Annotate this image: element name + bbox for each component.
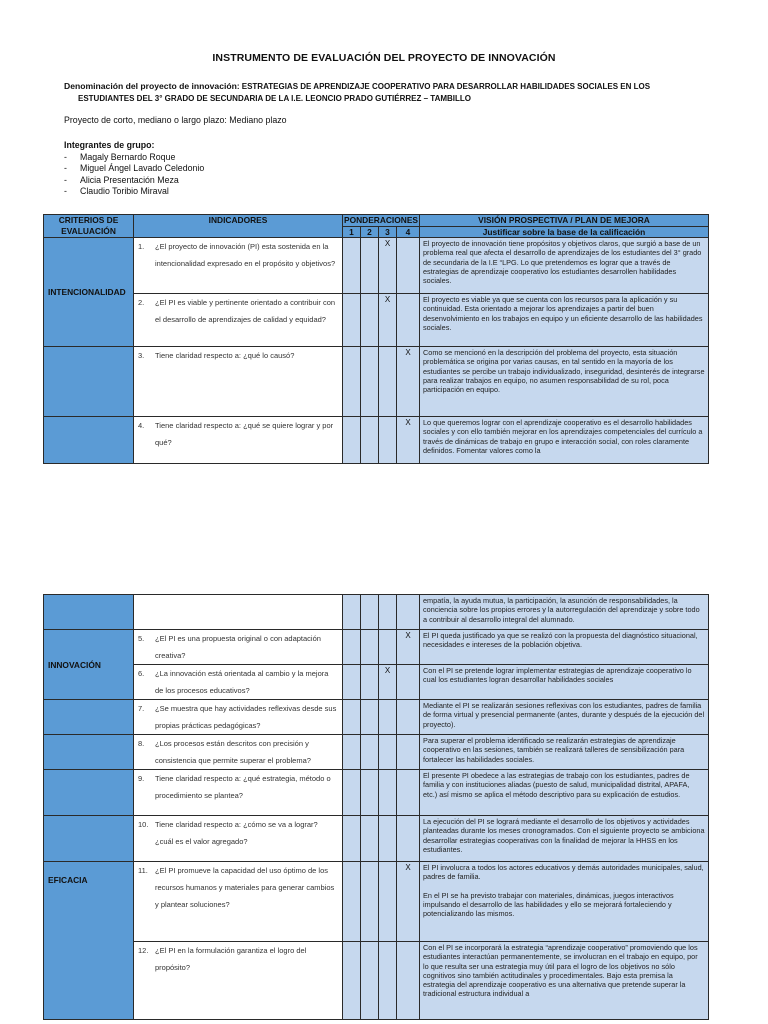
members-list <box>64 152 204 198</box>
members-title: Integrantes de grupo: <box>64 140 155 150</box>
score-4 <box>397 238 420 294</box>
indicator-number: 3. <box>138 351 145 360</box>
score-4: X <box>397 862 420 942</box>
indicator-text: Tiene claridad respecto a: ¿qué estrategia, método o procedimiento se plantea? <box>155 774 331 800</box>
header-vision: VISIÓN PROSPECTIVA / PLAN DE MEJORA <box>420 215 709 227</box>
criterion-innovacion: INNOVACIÓN <box>44 630 134 700</box>
score-3 <box>379 942 397 1020</box>
indicator-text: Tiene claridad respecto a: ¿qué lo causó? <box>155 351 295 360</box>
table-row <box>44 816 709 862</box>
indicator-text: ¿Los procesos están descritos con precisión y consistencia que permite superar el problema? <box>155 739 311 765</box>
score-3: X <box>379 238 397 294</box>
score-1 <box>343 700 361 735</box>
score-1 <box>343 417 361 464</box>
indicator-number: 9. <box>138 774 145 783</box>
indicator-number: 4. <box>138 421 145 430</box>
table-row <box>44 417 709 464</box>
score-1 <box>343 630 361 665</box>
vision-text: Con el PI se pretende lograr implementar estrategias de aprendizaje cooperativo lo cual los estudiantes logran desarrollar habilidades sociales <box>420 665 709 700</box>
evaluation-table-part1 <box>43 214 709 464</box>
indicator-number: 2. <box>138 298 145 307</box>
table-row <box>44 294 709 347</box>
header-ponderaciones: PONDERACIONES <box>344 215 418 225</box>
table-row <box>44 347 709 417</box>
header-justificar: Justificar sobre la base de la calificación <box>420 227 709 238</box>
vision-text: El proyecto de innovación tiene propósitos y objetivos claros, que surgió a base de un problema real que afecta el desarrollo de aprendizajes de los estudiantes del 3° grado de secundaria de la I.E “LPG. Lo que pretendemos es lograr que a través de estrategias de aprendizaje cooperativo los estudiantes desarrollen habilidades sociales. <box>420 238 709 294</box>
table-row <box>44 595 709 630</box>
score-3 <box>379 347 397 417</box>
score-4: X <box>397 630 420 665</box>
table-row <box>44 665 709 700</box>
score-4 <box>397 665 420 700</box>
header-criterios: CRITERIOS DE EVALUACIÓN <box>44 215 134 238</box>
indicator-number: 1. <box>138 242 145 251</box>
header-p2: 2 <box>361 227 379 238</box>
indicator-text: ¿El PI promueve la capacidad del uso óptimo de los recursos humanos y materiales para generar cambios y plantear soluciones? <box>155 866 335 909</box>
indicator-text: ¿La innovación está orientada al cambio y la mejora de los procesos educativos? <box>155 669 329 695</box>
indicator-text: Tiene claridad respecto a: ¿cómo se va a lograr? ¿cuál es el valor agregado? <box>155 820 318 846</box>
table-row <box>44 700 709 735</box>
score-4 <box>397 770 420 816</box>
indicator-text: ¿El PI es viable y pertinente orientado a contribuir con el desarrollo de aprendizajes de calidad y equidad? <box>155 298 336 324</box>
score-4: X <box>397 347 420 417</box>
score-3 <box>379 630 397 665</box>
denomination-label: Denominación del proyecto de innovación <box>64 81 237 91</box>
score-2 <box>361 700 379 735</box>
score-1 <box>343 294 361 347</box>
score-3: X <box>379 665 397 700</box>
indicator-number: 11. <box>138 866 148 875</box>
table-row <box>44 630 709 665</box>
table-row <box>44 735 709 770</box>
vision-text: Para superar el problema identificado se realizarán estrategias de aprendizaje cooperativo en las sesiones, también se realizará talleres de sensibilización para fortalecer las habilidades sociales. <box>420 735 709 770</box>
project-term: Proyecto de corto, mediano o largo plazo: Mediano plazo <box>64 115 287 125</box>
member-item: - Miguel Ángel Lavado Celedonio <box>64 163 204 174</box>
score-2 <box>361 294 379 347</box>
vision-paragraph: El PI involucra a todos los actores educativos y demás autoridades municipales, salud, padres de familia. <box>423 863 704 882</box>
indicator-text: ¿El proyecto de innovación (PI) esta sostenida en la intencionalidad expresado en el propósito y objetivos? <box>155 242 336 268</box>
score-1 <box>343 816 361 862</box>
indicator-text: Tiene claridad respecto a: ¿qué se quiere lograr y por qué? <box>155 421 334 447</box>
table-row <box>44 942 709 1020</box>
indicator-number: 8. <box>138 739 145 748</box>
document-title: INSTRUMENTO DE EVALUACIÓN DEL PROYECTO DE INNOVACIÓN <box>212 52 556 64</box>
score-4 <box>397 816 420 862</box>
score-2 <box>361 595 379 630</box>
vision-text: Con el PI se incorporará la estrategia “aprendizaje cooperativo” promoviendo que los estudiantes interactúan permanentemente, se involucran en el trabajo en equipo, por lo que resulta ser una estrategia muy útil para el logro de los objetivos no sólo cognitivos sino también actitudinales y procedimentales. Bajo esta premisa la estrategia del aprendizaje cooperativo es una alternativa que pretende superar la tradicional estructura individual a <box>420 942 709 1020</box>
score-3 <box>379 417 397 464</box>
score-3 <box>379 700 397 735</box>
score-1 <box>343 770 361 816</box>
score-2 <box>361 735 379 770</box>
indicator-text: ¿Se muestra que hay actividades reflexivas desde sus propias prácticas pedagógicas? <box>155 704 337 730</box>
indicator-number: 5. <box>138 634 145 643</box>
score-4 <box>397 942 420 1020</box>
score-4 <box>397 735 420 770</box>
indicator-text: ¿El PI es una propuesta original o con adaptación creativa? <box>155 634 321 660</box>
indicator-number: 10. <box>138 820 149 829</box>
score-1 <box>343 665 361 700</box>
score-3: X <box>379 294 397 347</box>
score-2 <box>361 417 379 464</box>
score-2 <box>361 816 379 862</box>
header-p1: 1 <box>343 227 361 238</box>
denomination-value-line2: ESTUDIANTES DEL 3° GRADO DE SECUNDARIA DE LA I.E. LEONCIO PRADO GUTIÉRREZ – TAMBILLO <box>78 93 471 103</box>
vision-text: El proyecto es viable ya que se cuenta con los recursos para la aplicación y su continuidad. Esta orientado a mejorar los aprendizajes a partir del buen desenvolvimiento en los trabajos en equipo y un eficiente desarrollo de las habilidades sociales. <box>420 294 709 347</box>
vision-text: Mediante el PI se realizarán sesiones reflexivas con los estudiantes, padres de familia de forma virtual y presencial permanente (antes, durante y después de la ejecución del proyecto). <box>420 700 709 735</box>
score-2 <box>361 630 379 665</box>
score-4 <box>397 595 420 630</box>
table-row <box>44 238 709 294</box>
score-3 <box>379 816 397 862</box>
score-1 <box>343 238 361 294</box>
score-1 <box>343 862 361 942</box>
score-2 <box>361 347 379 417</box>
member-item: - Claudio Toribio Miraval <box>64 186 204 197</box>
indicator-number: 12. <box>138 946 149 955</box>
score-1 <box>343 595 361 630</box>
score-3 <box>379 770 397 816</box>
vision-text: Lo que queremos lograr con el aprendizaje cooperativo es el desarrollo habilidades sociales y con ello también mejorar en los aprendizajes competenciales del currículo a través de dinámicas de trabajo en grupo e interacción social, con roles claramente definidos. Fomentar valores como la <box>420 417 709 464</box>
score-1 <box>343 347 361 417</box>
score-1 <box>343 942 361 1020</box>
score-2 <box>361 238 379 294</box>
header-p4: 4 <box>397 227 420 238</box>
score-3 <box>379 735 397 770</box>
score-2 <box>361 942 379 1020</box>
member-item: - Alicia Presentación Meza <box>64 175 204 186</box>
score-1 <box>343 735 361 770</box>
score-2 <box>361 665 379 700</box>
score-2 <box>361 770 379 816</box>
table-row <box>44 770 709 816</box>
score-3 <box>379 595 397 630</box>
vision-text: empatía, la ayuda mutua, la participación, la asunción de responsabilidades, la conciencia sobre los propios errores y la autorregulación del aprendizaje y sobre todo a contribuir al desarrollo integral del alumnado. <box>420 595 709 630</box>
score-4: X <box>397 417 420 464</box>
project-denomination <box>64 81 704 104</box>
criterion-eficacia: EFICACIA <box>44 862 134 1020</box>
evaluation-table-part2 <box>43 594 709 1020</box>
vision-text <box>420 862 709 942</box>
table-row <box>44 862 709 942</box>
indicator-text: ¿El PI en la formulación garantiza el logro del propósito? <box>155 946 307 972</box>
vision-text: El presente PI obedece a las estrategias de trabajo con los estudiantes, padres de familia y con instituciones aliadas (puesto de salud, municipalidad distrital, APAFA, etc.) así mismo se aplica el método descriptivo para su explicación de estudios. <box>420 770 709 816</box>
score-4 <box>397 700 420 735</box>
header-indicadores: INDICADORES <box>134 215 343 238</box>
score-4 <box>397 294 420 347</box>
denomination-value-line1: : ESTRATEGIAS DE APRENDIZAJE COOPERATIVO PARA DESARROLLAR HABILIDADES SOCIALES EN LOS <box>236 82 651 91</box>
member-item: - Magaly Bernardo Roque <box>64 152 204 163</box>
vision-paragraph: En el PI se ha previsto trabajar con materiales, dinámicas, juegos interactivos impulsando el desarrollo de las habilidades y ello se mejorará fortaleciendo y potencializando las mismos. <box>423 890 674 919</box>
indicator-number: 7. <box>138 704 145 713</box>
vision-text: Como se mencionó en la descripción del problema del proyecto, esta situación problemática se origina por varias causas, en tal sentido en la mayoría de los estudiantes se percibe un trabajo individualizado, inseguridad, desinterés de integrarse para realizar trabajos en equipo, no asumen responsabilidad de su rol, poca participación en equipo. <box>420 347 709 417</box>
score-2 <box>361 862 379 942</box>
vision-text: La ejecución del PI se logrará mediante el desarrollo de los objetivos y actividades planteadas durante los meses cronogramados. Con el siguiente proyecto se ambiciona desarrollar estrategias cooperativas con la finalidad de mejorar la HHSS en los estudiantes. <box>420 816 709 862</box>
header-p3: 3 <box>379 227 397 238</box>
indicator-number: 6. <box>138 669 145 678</box>
score-3 <box>379 862 397 942</box>
criterion-intencionalidad: INTENCIONALIDAD <box>44 238 134 347</box>
vision-text: El PI queda justificado ya que se realizó con la propuesta del diagnóstico situacional, necesidades e intereses de la población objetiva. <box>420 630 709 665</box>
